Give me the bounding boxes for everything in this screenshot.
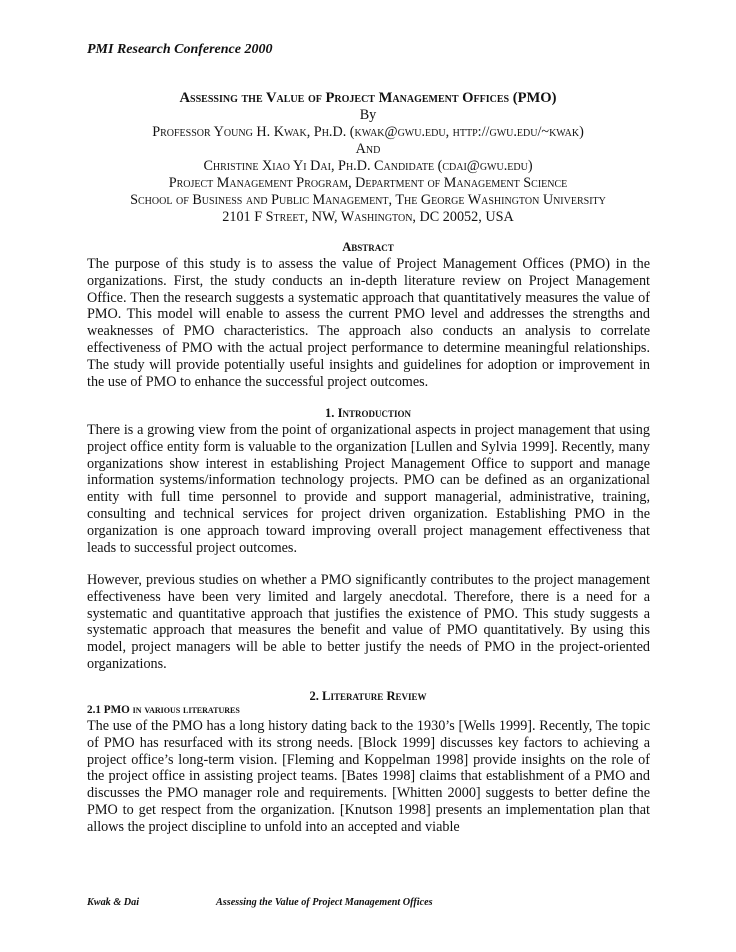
and-line: And xyxy=(355,141,381,157)
running-header: PMI Research Conference 2000 xyxy=(87,42,273,57)
author-2: Christine Xiao Yi Dai, Ph.D. Candidate (cdai@gwu.edu) xyxy=(203,158,533,174)
abstract-text: The purpose of this study is to assess the value of Project Management Offices (PMO) in the organizations. First, the study conducts an in-depth literature review on Project Management Office. Then the research suggests a systematic approach that quantitatively measures the value of PMO. This model will enable to assess the current PMO level and addresses the strengths and weaknesses of PMO characteristics. The approach also conducts an analysis to correlate effectiveness of PMO with the actual project performance to determine meaningful relationships. The study will provide potentially useful insights and guidelines for adoption or improvement in the use of PMO to enhance the successful project outcomes. xyxy=(87,256,650,390)
author-1: Professor Young H. Kwak, Ph.D. (kwak@gwu.edu, http://gwu.edu/~kwak) xyxy=(152,124,584,140)
literature-subheading: 2.1 PMO in various literatures xyxy=(87,704,240,716)
address: 2101 F Street, NW, Washington, DC 20052, USA xyxy=(222,209,514,225)
literature-paragraph-1: The use of the PMO has a long history dating back to the 1930’s [Wells 1999]. Recently, The topic of PMO has resurfaced with its strong needs. [Block 1999] discusses key factors to achieving a project office’s long-term vision. [Fleming and Koppelman 1998] provide insights on the role of the project office in assisting project teams. [Bates 1998] claims that establishment of a PMO and discusses the PMO manager role and requirements. [Whitten 2000] suggests to better define the PMO to get respect from the organization. [Knutson 1998] presents an implementation plan that allows the project discipline to unfold into an accepted and viable xyxy=(87,718,650,835)
footer-authors: Kwak & Dai xyxy=(87,897,140,908)
introduction-heading: 1. Introduction xyxy=(324,406,411,420)
affiliation-2: School of Business and Public Management, The George Washington University xyxy=(130,192,606,208)
title-block xyxy=(80,90,656,226)
affiliation-1: Project Management Program, Department of Management Science xyxy=(168,175,568,191)
introduction-paragraph-2: However, previous studies on whether a PMO significantly contributes to the project management effectiveness have been very limited and largely anecdotal. Therefore, there is a need for a systematic and quantitative approach that justifies the existence of PMO. This study suggests a systematic approach that measures the benefit and value of PMO quantitatively. By using this model, project managers will be able to better justify the needs of PMO in the project-oriented organizations. xyxy=(87,572,650,672)
introduction-paragraph-1: There is a growing view from the point of organizational aspects in project management that using project office entity form is valuable to the organization [Lullen and Sylvia 1999]. Recently, many organizations show interest in establishing Project Management Office to support and manage information systems/information technology projects. PMO can be defined as an organizational entity with full time personnel to provide and support managerial, administrative, training, consulting and technical services for project driven organization. Establishing PMO in the organization is one approach toward improving overall project management effectiveness that leads to successful project outcomes. xyxy=(87,422,650,556)
paper-title: Assessing the Value of Project Management Offices (PMO) xyxy=(179,90,557,106)
by-line: By xyxy=(359,107,377,123)
literature-review-heading: 2. Literature Review xyxy=(309,689,427,703)
footer-title: Assessing the Value of Project Management Offices xyxy=(216,897,433,908)
abstract-heading: Abstract xyxy=(342,240,394,254)
